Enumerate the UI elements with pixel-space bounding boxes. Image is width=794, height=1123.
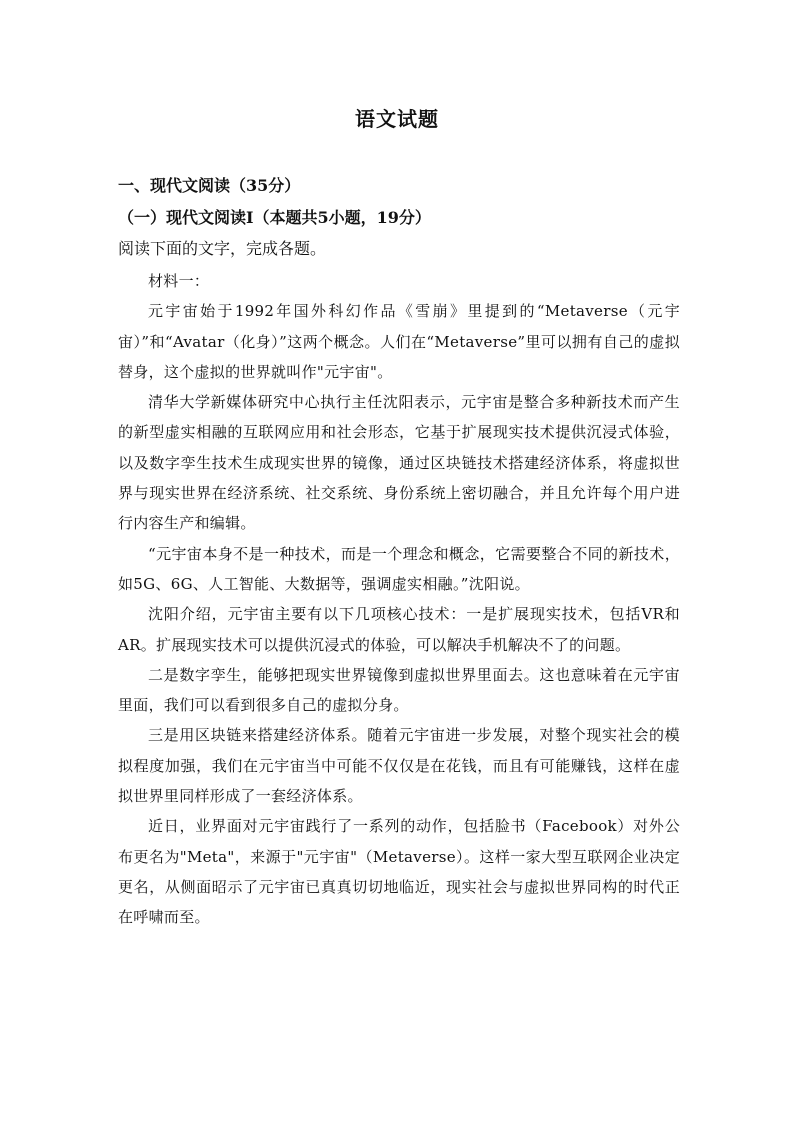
paragraph: 二是数字孪生，能够把现实世界镜像到虚拟世界里面去。这也意味着在元宇宙里面，我们可以看到很多自己的虚拟分身。 — [118, 665, 680, 715]
paragraph: 三是用区块链来搭建经济体系。随着元宇宙进一步发展，对整个现实社会的模拟程度加强，我们在元宇宙当中可能不仅仅是在花钱，而且有可能赚钱，这样在虚拟世界里同样形成了一套经济体系。 — [118, 726, 680, 806]
paragraph: 清华大学新媒体研究中心执行主任沈阳表示，元宇宙是整合多种新技术而产生的新型虚实相融的互联网应用和社会形态，它基于扩展现实技术提供沉浸式体验，以及数字孪生技术生成现实世界的镜像，通过区块链技术搭建经济体系，将虚拟世界与现实世界在经济系统、社交系统、身份系统上密切融合，并且允许每个用户进行内容生产和编辑。 — [118, 393, 680, 533]
subsection-heading: （一）现代文阅读Ⅰ（本题共5小题，19分） — [118, 208, 431, 227]
paragraph: 沈阳介绍，元宇宙主要有以下几项核心技术：一是扩展现实技术，包括VR和AR。扩展现实技术可以提供沉浸式的体验，可以解决手机解决不了的问题。 — [118, 605, 680, 654]
material-label: 材料一： — [148, 272, 210, 290]
paragraph: 元宇宙始于1992年国外科幻作品《雪崩》里提到的“Metaverse（元宇宙）”和“Avatar（化身）”这两个概念。人们在“Metaverse”里可以拥有自己的虚拟替身，这个虚拟的世界就叫作"元宇宙"。 — [118, 302, 680, 381]
paragraph: “元宇宙本身不是一种技术，而是一个理念和概念，它需要整合不同的新技术，如5G、6G、人工智能、大数据等，强调虚实相融。”沈阳说。 — [118, 544, 680, 593]
reading-passage — [118, 266, 680, 933]
page-title: 语文试题 — [355, 107, 439, 131]
reading-instruction: 阅读下面的文字，完成各题。 — [118, 239, 327, 258]
section-heading: 一、现代文阅读（35分） — [118, 176, 301, 195]
paragraph: 近日，业界面对元宇宙践行了一系列的动作，包括脸书（Facebook）对外公布更名为"Meta"，来源于"元宇宙"（Metaverse）。这样一家大型互联网企业决定更名，从侧面昭示了元宇宙已真真切切地临近，现实社会与虚拟世界同构的时代正在呼啸而至。 — [118, 817, 680, 927]
